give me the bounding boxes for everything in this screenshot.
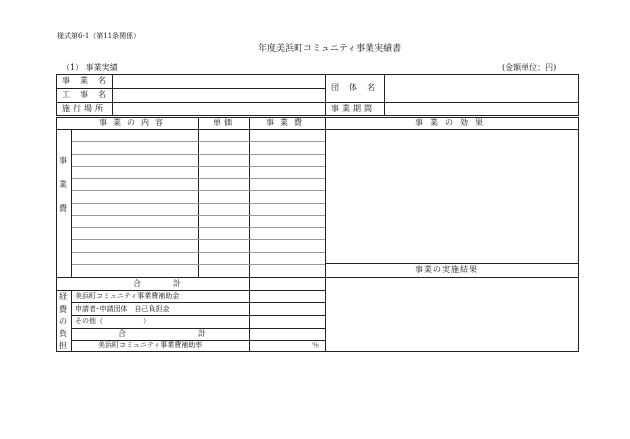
- side-label-char: 業: [59, 180, 67, 189]
- content-header: 事業の内容: [99, 118, 169, 127]
- period-label: 事業期間: [331, 104, 375, 113]
- expense-row-other: その他（ ）: [75, 317, 151, 325]
- expense-row-self-burden: 申請者･申請団体 自己負担金: [75, 305, 170, 313]
- organization-label: 団体名: [331, 83, 385, 92]
- top-info-table: [56, 74, 579, 116]
- unit-price-header: 単価: [213, 118, 235, 127]
- expense-side-label-char: 担: [59, 341, 67, 350]
- total-label: 合計: [133, 279, 213, 288]
- form-number: 様式第6-1（第11条関係）: [57, 32, 141, 40]
- cost-header: 事業費: [266, 118, 308, 127]
- business-name-label: 事業名: [62, 76, 116, 85]
- expense-side-label-char: 負: [59, 329, 67, 338]
- document-title: 年度美浜町コミュニティ事業実績書: [258, 44, 402, 54]
- expense-row-subsidy: 美浜町コミュニティ事業費補助金: [75, 292, 180, 300]
- expense-side-label-char: 費: [59, 305, 67, 314]
- section-heading: （1） 事業実績: [62, 63, 118, 72]
- side-label-char: 事: [59, 156, 67, 165]
- construction-name-label: 工事名: [62, 90, 116, 99]
- currency-unit-note: (金額単位：円): [502, 63, 557, 72]
- percent-sign: ％: [312, 341, 319, 349]
- expense-side-label-char: の: [59, 317, 67, 326]
- effect-header: 事業の効果: [415, 118, 490, 127]
- side-label-char: 費: [59, 204, 67, 213]
- site-label: 施行場所: [62, 104, 106, 113]
- expense-total-label: 合計: [118, 329, 278, 338]
- expense-side-label-char: 経: [59, 292, 67, 301]
- result-header: 事業の実施結果: [415, 265, 478, 274]
- subsidy-rate-label: 美浜町コミュニティ事業費補助率: [98, 341, 203, 349]
